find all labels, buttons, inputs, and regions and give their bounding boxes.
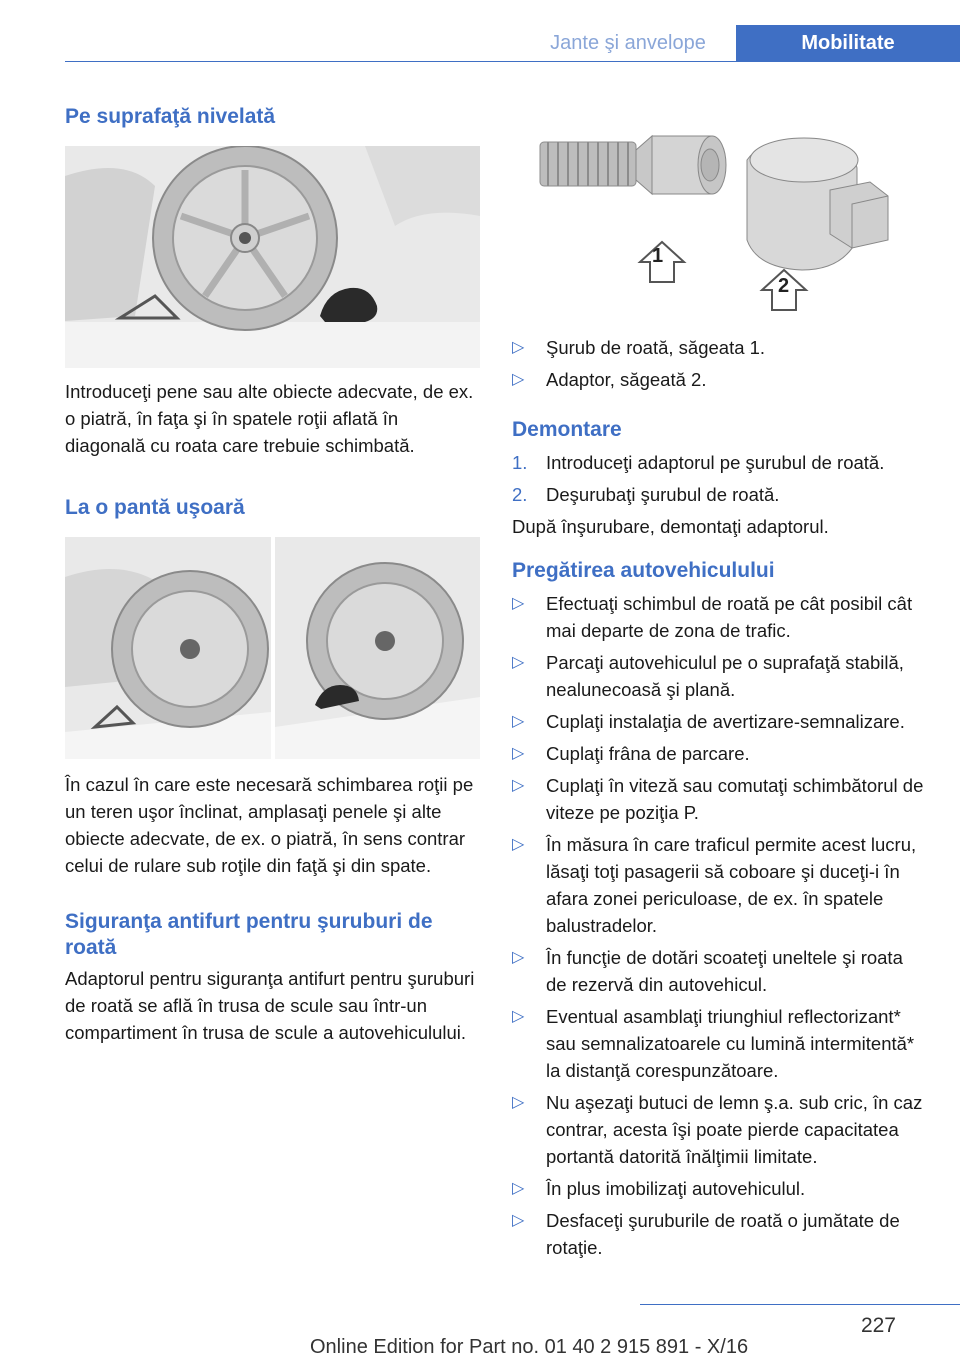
list-item: ▷ Şurub de roată, săgeata 1. [512,334,928,361]
bullet-icon: ▷ [512,1008,525,1025]
header-section-title: Jante şi anvelope [550,32,706,54]
header-rule [65,61,960,62]
list-item: ▷ Nu aşezaţi butuci de lemn ş.a. sub cric, în caz contrar, acesta îşi poate pierde capacitatea portantă datorită înălţimii limitate. [512,1089,928,1170]
list-item: ▷ Cuplaţi frâna de parcare. [512,740,928,767]
prep-list [512,590,928,1261]
bullet-icon: ▷ [512,745,525,762]
list-item: 2. Deşurubaţi şurubul de roată. [512,481,928,508]
bullet-icon: ▷ [512,949,525,966]
header-chapter-tab[interactable]: Mobilitate [736,25,960,61]
heading-wheel-lock: Siguranţa antifurt pentru şuruburi de roată [65,910,433,959]
bullet-icon: ▷ [512,1212,525,1229]
paragraph-flat-surface: Introduceţi pene sau alte obiecte adecvate, de ex. o piatră, în faţa şi în spatele roţii aflată în diagonală cu roata care trebuie schimbată. [65,381,474,456]
edition-text: Online Edition for Part no. 01 40 2 915 891 - X/16 [310,1336,749,1358]
figure-label-2: 2 [778,275,790,297]
bullet-icon: ▷ [512,654,525,671]
list-item: ▷ În plus imobilizaţi autovehiculul. [512,1175,928,1202]
list-item: ▷ Desfaceţi şuruburile de roată o jumătate de rotaţie. [512,1207,928,1261]
list-item: ▷ Parcaţi autovehiculul pe o suprafaţă stabilă, nealunecoasă şi plană. [512,649,928,703]
list-item: ▷ Cuplaţi instalaţia de avertizare-semnalizare. [512,708,928,735]
figure-flat-surface [65,146,480,368]
page-number: 227 [860,1314,896,1337]
paragraph-after-removal: După înşurubare, demontaţi adaptorul. [512,516,829,537]
paragraph-slight-slope: În cazul în care este necesară schimbarea roţii pe un teren uşor înclinat, amplasaţi penele şi alte obiecte adecvate, de ex. o piatră, în sens contrar celui de rulare sub roţile din faţă şi din spate. [65,774,474,876]
list-item: ▷ În funcţie de dotări scoateţi uneltele şi roata de rezervă din autovehicul. [512,944,928,998]
list-item: ▷ Efectuaţi schimbul de roată pe cât posibil cât mai departe de zona de trafic. [512,590,928,644]
figure-label-1: 1 [652,245,664,267]
bullet-icon: ▷ [512,777,525,794]
list-item: 1. Introduceţi adaptorul pe şurubul de roată. [512,449,928,476]
paragraph-wheel-lock: Adaptorul pentru siguranţa antifurt pentru şuruburi de roată se află în trusa de scule sau într-un compartiment în trusa de scule a autovehiculului. [65,968,475,1043]
heading-slight-slope: La o pantă uşoară [65,496,245,519]
bullet-icon: ▷ [512,339,525,356]
list-item: ▷ Eventual asamblaţi triunghiul reflectorizant* sau semnalizatoarele cu lumină intermitentă* la distanţă corespunzătoare. [512,1003,928,1084]
bullet-icon: ▷ [512,836,525,853]
bullet-icon: ▷ [512,595,525,612]
right-column [512,130,928,1266]
bullet-icon: ▷ [512,1180,525,1197]
bullet-icon: ▷ [512,1094,525,1111]
list-item: ▷ Cuplaţi în viteză sau comutaţi schimbătorul de viteze pe poziţia P. [512,772,928,826]
left-column [65,100,480,1046]
removal-steps [512,449,928,508]
step-number: 1. [512,452,528,473]
bullet-icon: ▷ [512,713,525,730]
footer-rule [640,1304,960,1305]
list-item: ▷ În măsura în care traficul permite acest lucru, lăsaţi toţi pasagerii să coboare şi duceţi-i în afara zonei periculoase, de ex. în spatele balustradelor. [512,831,928,939]
list-item: ▷ Adaptor, săgeată 2. [512,366,928,393]
heading-vehicle-prep: Pregătirea autovehiculului [512,559,775,582]
step-number: 2. [512,484,528,505]
figure-lock-bolt-adapter [512,130,928,320]
heading-flat-surface: Pe suprafaţă nivelată [65,105,276,128]
parts-list [512,334,928,393]
heading-removal: Demontare [512,418,622,441]
figure-slight-slope [65,537,480,759]
bullet-icon: ▷ [512,371,525,388]
